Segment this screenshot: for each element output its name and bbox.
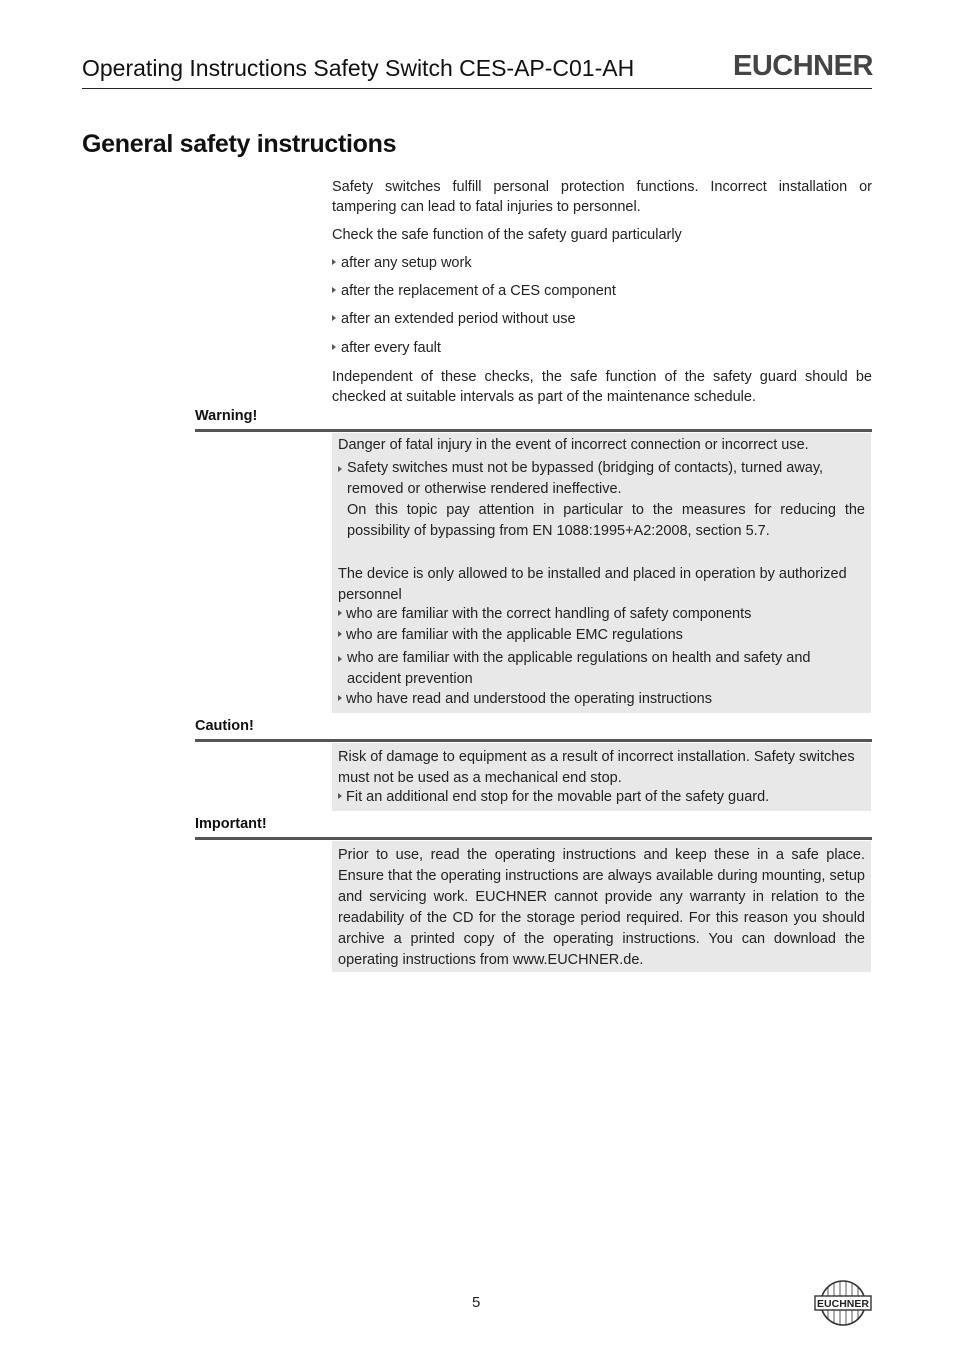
list-item: [338, 627, 683, 643]
bullet-icon: [338, 610, 342, 616]
list-item: [332, 255, 472, 271]
bullet-icon: [332, 287, 336, 293]
warning-divider: [195, 429, 872, 432]
important-label: Important!: [195, 816, 267, 832]
list-item: [338, 606, 751, 622]
caution-box: [332, 743, 871, 811]
warning-bypass-item: [338, 458, 865, 542]
list-item-text: after an extended period without use: [341, 311, 576, 327]
bullet-icon: [338, 466, 342, 472]
list-item-text: who are familiar with the applicable EMC regulations: [346, 627, 683, 643]
important-text: Prior to use, read the operating instructions and keep these in a safe place. Ensure that the operating instructions are always available during mounting, setup and servicing work. EUCHNER cannot provide any warranty in relation to the readability of the CD for the storage period required. For this reason you should archive a printed copy of the operating instructions. You can download the operating instructions from www.EUCHNER.de.: [338, 847, 865, 968]
bullet-icon: [332, 344, 336, 350]
euchner-seal-icon: [814, 1280, 872, 1326]
header-divider: [82, 88, 872, 89]
list-item: [332, 340, 441, 356]
warning-personnel-intro: The device is only allowed to be installed and placed in operation by authorized personnel: [338, 566, 847, 603]
caution-divider: [195, 739, 872, 742]
bullet-icon: [338, 631, 342, 637]
warning-box: [332, 433, 871, 713]
document-title: Operating Instructions Safety Switch CES-AP-C01-AH: [82, 55, 635, 81]
important-divider: [195, 837, 872, 840]
list-item: [338, 648, 865, 690]
list-item-text: after the replacement of a CES component: [341, 283, 616, 299]
bullet-icon: [332, 259, 336, 265]
caution-text: Risk of damage to equipment as a result of incorrect installation. Safety switches must not be used as a mechanical end stop.: [338, 749, 855, 786]
page-number: 5: [472, 1294, 481, 1311]
intro-paragraph: Safety switches fulfill personal protection functions. Incorrect installation or tampering can lead to fatal injuries to personnel.: [332, 179, 872, 215]
warning-label: Warning!: [195, 408, 258, 424]
list-item-text: after any setup work: [341, 255, 472, 271]
brand-logo: EUCHNER: [733, 50, 873, 82]
list-item: [338, 789, 769, 805]
warning-bypass-text: Safety switches must not be bypassed (bridging of contacts), turned away, removed or otherwise rendered ineffective.: [347, 460, 824, 497]
check-intro: Check the safe function of the safety guard particularly: [332, 227, 682, 243]
list-item: [332, 311, 576, 327]
important-box: [332, 841, 871, 972]
warning-bypass-note: On this topic pay attention in particular to the measures for reducing the possibility of bypassing from EN 1088:1995+A2:2008, section 5.7.: [347, 502, 865, 539]
bullet-icon: [338, 793, 342, 799]
list-item: [338, 691, 712, 707]
bullet-icon: [338, 656, 342, 662]
list-item-text: Fit an additional end stop for the movable part of the safety guard.: [346, 789, 770, 805]
list-item-text: after every fault: [341, 340, 441, 356]
footer-logo: [814, 1280, 872, 1326]
list-item-text: who are familiar with the applicable regulations on health and safety and accident prevention: [347, 650, 811, 687]
caution-label: Caution!: [195, 718, 254, 734]
warning-danger-text: Danger of fatal injury in the event of incorrect connection or incorrect use.: [338, 437, 809, 453]
list-item-text: who are familiar with the correct handling of safety components: [346, 606, 752, 622]
list-item: [332, 283, 616, 299]
bullet-icon: [338, 695, 342, 701]
list-item-text: who have read and understood the operating instructions: [346, 691, 712, 707]
closing-paragraph: Independent of these checks, the safe function of the safety guard should be checked at suitable intervals as part of the maintenance schedule.: [332, 369, 872, 405]
bullet-icon: [332, 315, 336, 321]
footer-logo-text: EUCHNER: [817, 1298, 869, 1310]
section-heading: General safety instructions: [82, 130, 397, 158]
